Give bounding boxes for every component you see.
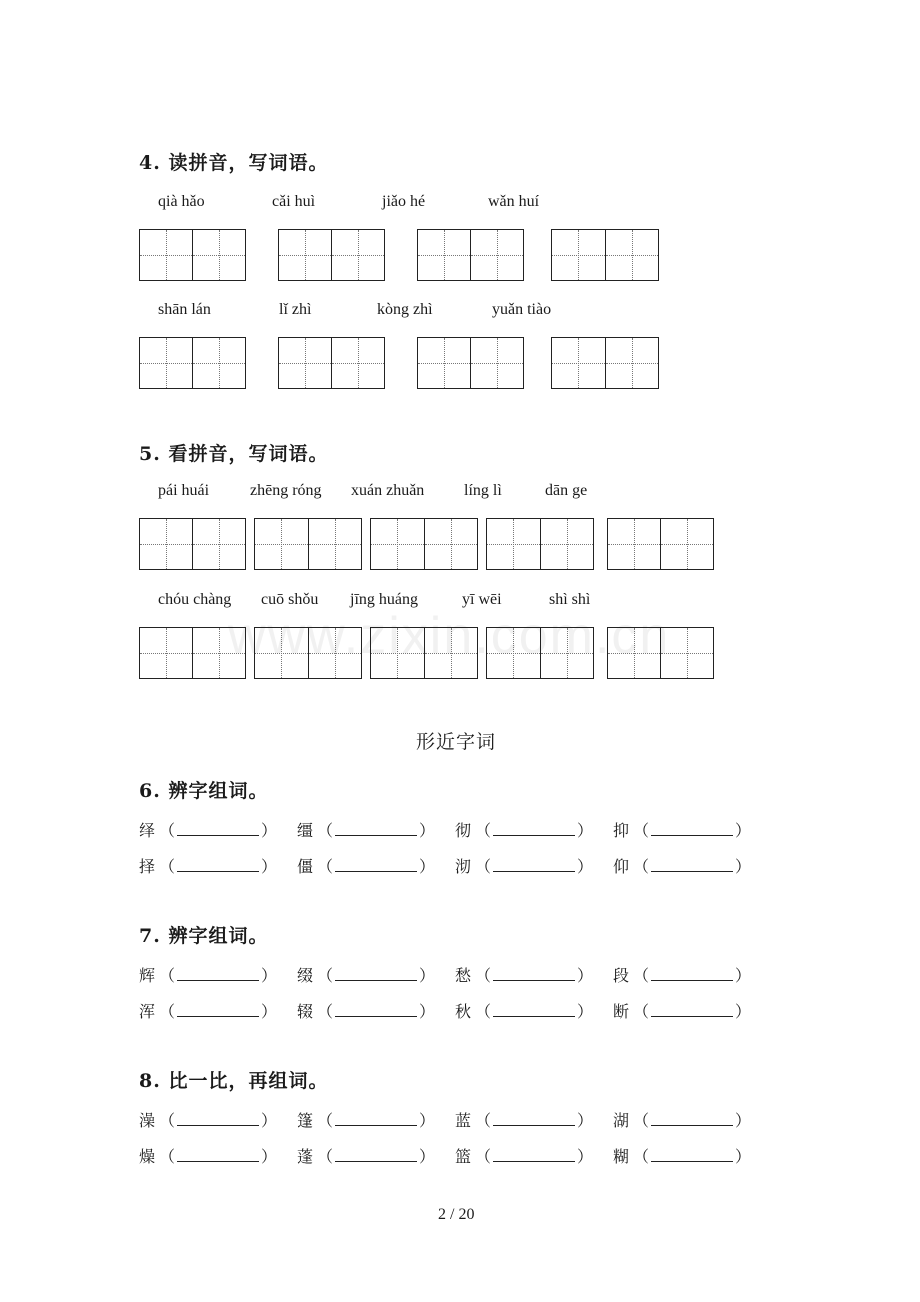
word-item: 辍 （ ） [297, 999, 435, 1022]
character: 燥 [139, 1147, 156, 1166]
pinyin: dān ge [545, 482, 588, 499]
writing-box[interactable] [417, 337, 524, 389]
question-7-title: 7. 辨字组词。 [139, 925, 269, 947]
word-item: 僵 （ ） [297, 854, 435, 877]
word-item: 断 （ ） [613, 999, 751, 1022]
word-item: 沏 （ ） [455, 854, 593, 877]
writing-box[interactable] [278, 229, 385, 281]
word-item: 澡 （ ） [139, 1108, 277, 1131]
answer-blank[interactable] [493, 1111, 575, 1126]
character: 辍 [297, 1002, 314, 1021]
answer-blank[interactable] [493, 857, 575, 872]
writing-box[interactable] [551, 229, 659, 281]
answer-blank[interactable] [177, 821, 259, 836]
answer-blank[interactable] [177, 1002, 259, 1017]
writing-box[interactable] [370, 627, 478, 679]
word-item: 段 （ ） [613, 963, 751, 986]
word-item: 抑 （ ） [613, 818, 751, 841]
pinyin: shān lán [158, 301, 211, 318]
pinyin: lǐ zhì [279, 301, 312, 318]
character: 僵 [297, 857, 314, 876]
character: 沏 [455, 857, 472, 876]
writing-box[interactable] [139, 518, 246, 570]
word-item: 秋 （ ） [455, 999, 593, 1022]
pinyin: pái huái [158, 482, 210, 499]
pinyin: líng lì [464, 482, 502, 499]
pinyin: yī wēi [462, 591, 502, 608]
writing-box[interactable] [607, 518, 714, 570]
answer-blank[interactable] [651, 966, 733, 981]
character: 仰 [613, 857, 630, 876]
pinyin: jiǎo hé [382, 193, 426, 210]
word-item: 彻 （ ） [455, 818, 593, 841]
word-item: 浑 （ ） [139, 999, 277, 1022]
pinyin: xuán zhuǎn [351, 482, 425, 499]
question-6-title: 6. 辨字组词。 [139, 780, 269, 802]
answer-blank[interactable] [651, 857, 733, 872]
writing-box[interactable] [254, 518, 362, 570]
writing-box[interactable] [486, 518, 594, 570]
writing-box[interactable] [417, 229, 524, 281]
word-item: 仰 （ ） [613, 854, 751, 877]
word-item: 辉 （ ） [139, 963, 277, 986]
character: 抑 [613, 821, 630, 840]
answer-blank[interactable] [493, 821, 575, 836]
word-item: 燥 （ ） [139, 1144, 277, 1167]
character: 段 [613, 966, 630, 985]
character: 篷 [297, 1111, 314, 1130]
writing-box[interactable] [278, 337, 385, 389]
answer-blank[interactable] [493, 1147, 575, 1162]
pinyin: chóu chàng [158, 591, 232, 608]
pinyin: jīng huáng [350, 591, 418, 608]
character: 浑 [139, 1002, 156, 1021]
character: 缀 [297, 966, 314, 985]
writing-box[interactable] [370, 518, 478, 570]
answer-blank[interactable] [651, 821, 733, 836]
word-item: 篮 （ ） [455, 1144, 593, 1167]
answer-blank[interactable] [335, 821, 417, 836]
writing-box[interactable] [607, 627, 714, 679]
character: 蓬 [297, 1147, 314, 1166]
pinyin: cǎi huì [272, 193, 316, 210]
pinyin: cuō shǒu [261, 591, 319, 608]
writing-box[interactable] [254, 627, 362, 679]
writing-box[interactable] [486, 627, 594, 679]
answer-blank[interactable] [651, 1002, 733, 1017]
character: 秋 [455, 1002, 472, 1021]
question-8-title: 8. 比一比，再组词。 [139, 1070, 329, 1092]
answer-blank[interactable] [493, 966, 575, 981]
page-number: 2 / 20 [438, 1206, 475, 1223]
answer-blank[interactable] [335, 1111, 417, 1126]
character: 糊 [613, 1147, 630, 1166]
character: 辉 [139, 966, 156, 985]
character: 澡 [139, 1111, 156, 1130]
answer-blank[interactable] [651, 1111, 733, 1126]
answer-blank[interactable] [335, 966, 417, 981]
watermark: www.zixin.com.cn [228, 607, 671, 665]
pinyin: shì shì [549, 591, 591, 608]
character: 择 [139, 857, 156, 876]
question-5-title: 5. 看拼音，写词语。 [139, 443, 329, 465]
character: 彻 [455, 821, 472, 840]
word-item: 湖 （ ） [613, 1108, 751, 1131]
answer-blank[interactable] [177, 1111, 259, 1126]
character: 缰 [297, 821, 314, 840]
writing-box[interactable] [551, 337, 659, 389]
question-4-title: 4. 读拼音，写词语。 [139, 152, 329, 174]
word-item: 糊 （ ） [613, 1144, 751, 1167]
word-item: 择 （ ） [139, 854, 277, 877]
character: 篮 [455, 1147, 472, 1166]
writing-box[interactable] [139, 229, 246, 281]
pinyin: qià hǎo [158, 193, 205, 210]
word-item: 缰 （ ） [297, 818, 435, 841]
pinyin: kòng zhì [377, 301, 433, 318]
pinyin: wǎn huí [488, 193, 540, 210]
word-item: 蓝 （ ） [455, 1108, 593, 1131]
answer-blank[interactable] [177, 966, 259, 981]
answer-blank[interactable] [335, 857, 417, 872]
word-item: 缀 （ ） [297, 963, 435, 986]
writing-box[interactable] [139, 337, 246, 389]
answer-blank[interactable] [335, 1147, 417, 1162]
character: 愁 [455, 966, 472, 985]
word-item: 蓬 （ ） [297, 1144, 435, 1167]
character: 绎 [139, 821, 156, 840]
pinyin: yuǎn tiào [492, 301, 552, 318]
word-item: 愁 （ ） [455, 963, 593, 986]
answer-blank[interactable] [335, 1002, 417, 1017]
word-item: 篷 （ ） [297, 1108, 435, 1131]
answer-blank[interactable] [651, 1147, 733, 1162]
answer-blank[interactable] [493, 1002, 575, 1017]
section-title: 形近字词 [416, 731, 497, 753]
writing-box[interactable] [139, 627, 246, 679]
answer-blank[interactable] [177, 1147, 259, 1162]
character: 蓝 [455, 1111, 472, 1130]
pinyin: zhēng róng [250, 482, 322, 499]
word-item: 绎 （ ） [139, 818, 277, 841]
character: 湖 [613, 1111, 630, 1130]
answer-blank[interactable] [177, 857, 259, 872]
character: 断 [613, 1002, 630, 1021]
